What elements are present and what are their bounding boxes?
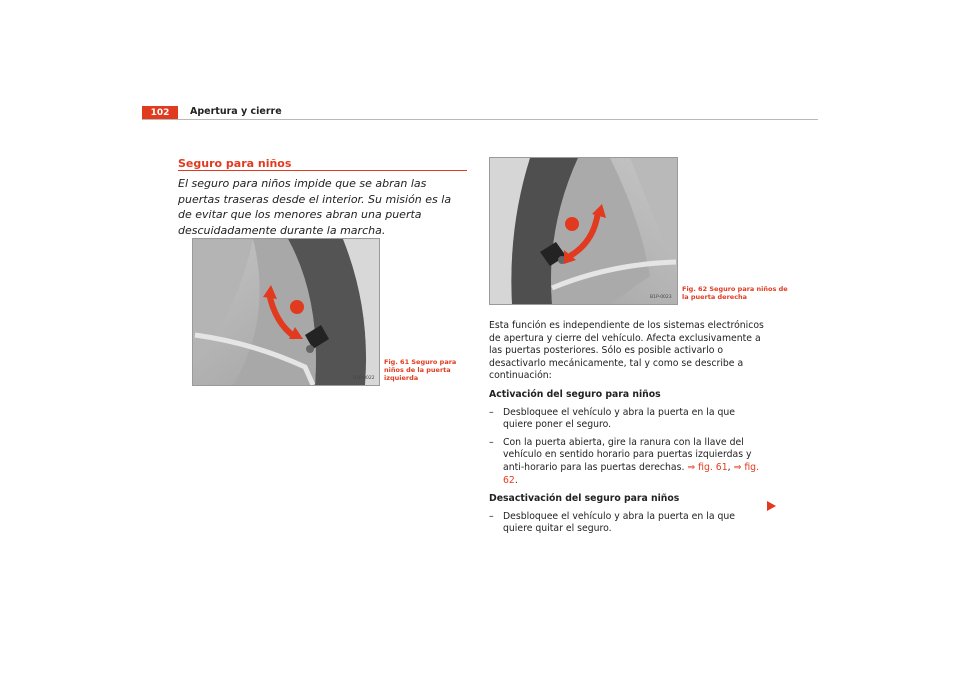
figure-62-image (489, 157, 678, 305)
figure-61-image (192, 238, 380, 386)
body-paragraph: Esta función es independiente de los sistemas electrónicos de apertura y cierre del vehículo. Afecta exclusivamente a las puertas posteriores. Sólo es posible activarlo o desactivarlo mecánicamente, tal y como se describe a continuación: (489, 320, 764, 382)
figure-62-caption: Fig. 62 Seguro para niños de la puerta derecha (682, 285, 788, 301)
activation-step-1: – Desbloquee el vehículo y abra la puerta en la que quiere poner el seguro. (489, 406, 735, 431)
deactivation-step-1: – Desbloquee el vehículo y abra la puerta en la que quiere quitar el seguro. (489, 510, 735, 535)
figure-61-caption: Fig. 61 Seguro para niños de la puerta izquierda (384, 358, 457, 382)
section-title: Seguro para niños (178, 157, 292, 170)
section-intro: El seguro para niños impide que se abran las puertas traseras desde el interior. Su misión es la de evitar que los menores abran una puerta descuidadamente durante la marcha. (178, 177, 452, 237)
door-lock-right-illustration (490, 158, 677, 304)
fig-61-link[interactable]: fig. 61 (698, 461, 728, 473)
figure-61-code: B1P-0022 (353, 376, 375, 381)
fig-62-link[interactable]: fig. 62 (503, 461, 760, 486)
body-text-column (489, 320, 767, 536)
running-header-title: Apertura y cierre (190, 106, 282, 117)
header-divider (142, 119, 818, 120)
continue-arrow-icon (767, 501, 776, 511)
page-number: 102 (142, 106, 178, 120)
activation-heading: Activación del seguro para niños (489, 388, 661, 400)
door-lock-left-illustration (193, 239, 379, 385)
figure-62-code: B1P-0023 (650, 295, 672, 300)
activation-step-2: – Con la puerta abierta, gire la ranura con la llave del vehículo en sentido horario para puertas izquierdas y anti-horario para las puertas derechas. ⇒ fig. 61, ⇒ fig. 62. (489, 436, 760, 486)
deactivation-heading: Desactivación del seguro para niños (489, 493, 680, 505)
section-divider (178, 170, 467, 171)
